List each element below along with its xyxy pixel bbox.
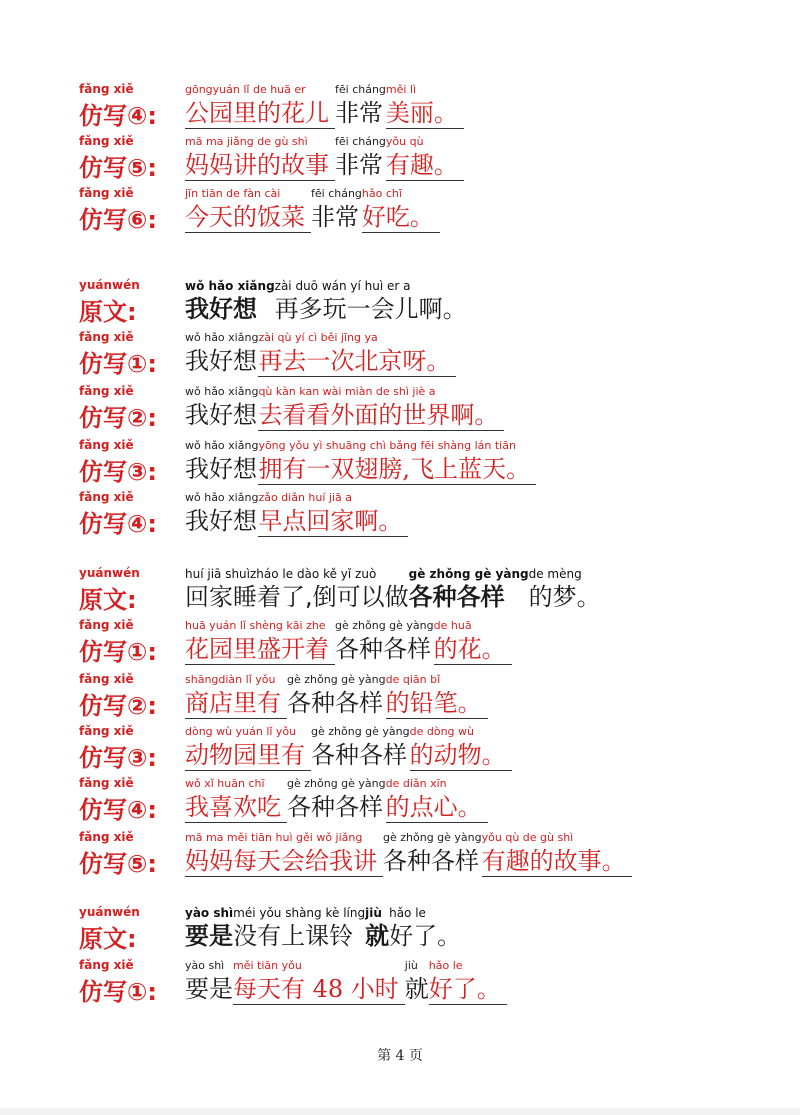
imitation-line <box>75 958 775 1010</box>
given-text-segment <box>185 566 409 612</box>
label-text: 仿写⑥: <box>79 206 157 234</box>
given-text-segment <box>287 672 386 718</box>
filled-answer-segment <box>386 776 488 823</box>
hanzi: 有趣。 <box>386 150 464 181</box>
hanzi: 非常 <box>335 151 383 179</box>
label-text: 仿写③: <box>79 744 157 772</box>
label-pinyin: fǎng xiě <box>79 724 134 738</box>
given-text-segment <box>383 830 482 876</box>
given-text-segment <box>335 134 386 180</box>
pinyin: de huā <box>433 619 472 632</box>
given-text-segment <box>405 958 429 1004</box>
pinyin: shāngdiàn lǐ yǒu <box>185 673 276 686</box>
filled-answer-segment <box>185 82 335 129</box>
imitation-line <box>75 438 775 490</box>
hanzi: 早点回家啊。 <box>258 506 408 537</box>
filled-answer-segment <box>258 490 408 537</box>
hanzi: 拥有一双翅膀,飞上蓝天。 <box>258 454 536 485</box>
hanzi: 好了。 <box>429 974 507 1005</box>
imitation-line <box>75 618 775 670</box>
page-number: 第 4 页 <box>377 1048 423 1064</box>
pinyin: de qiān bǐ <box>385 673 441 686</box>
pinyin: huā yuán lǐ shèng kāi zhe <box>185 619 326 632</box>
pinyin: hǎo chī <box>361 187 402 200</box>
hanzi: 非常 <box>311 203 359 231</box>
given-text-segment <box>185 490 258 536</box>
imitation-line <box>75 776 775 828</box>
sentence <box>185 186 440 238</box>
given-text-segment <box>185 905 233 951</box>
sentence <box>185 958 507 1010</box>
pinyin: zài duō wán yí huì er a <box>274 279 411 293</box>
filled-answer-segment <box>410 724 512 771</box>
filled-answer-segment <box>185 134 335 181</box>
pinyin: mā ma jiǎng de gù shì <box>185 135 308 148</box>
hanzi: 各种各样 <box>311 741 407 769</box>
sentence <box>185 776 488 828</box>
given-text-segment <box>335 618 434 664</box>
label-pinyin: fǎng xiě <box>79 672 134 686</box>
hanzi: 每天有 48 小时 <box>233 974 405 1005</box>
pinyin: wǒ hǎo xiǎng <box>185 439 259 452</box>
hanzi: 花园里盛开着 <box>185 634 335 665</box>
filled-answer-segment <box>386 82 464 129</box>
filled-answer-segment <box>185 618 335 665</box>
sentence <box>185 618 512 670</box>
pinyin: zài qù yí cì běi jīng ya <box>258 331 378 344</box>
pinyin: de mèng <box>528 567 582 581</box>
hanzi: 就 <box>365 922 390 950</box>
sentence <box>185 490 408 542</box>
pinyin: yǒu qù <box>385 135 424 148</box>
original-sentence-line <box>75 278 775 330</box>
hanzi: 妈妈每天会给我讲 <box>185 846 383 877</box>
pinyin: gè zhǒng gè yàng <box>287 777 386 790</box>
pinyin: zǎo diǎn huí jiā a <box>258 491 353 504</box>
label-text: 仿写①: <box>79 638 157 666</box>
filled-answer-segment <box>185 830 383 877</box>
pinyin: gè zhǒng gè yàng <box>287 673 386 686</box>
filled-answer-segment <box>185 724 311 771</box>
pinyin: jiù <box>365 906 382 920</box>
label-pinyin: yuánwén <box>79 566 140 580</box>
sentence <box>185 278 467 330</box>
hanzi: 就 <box>404 975 429 1003</box>
given-text-segment <box>389 905 461 951</box>
sentence <box>185 566 601 618</box>
pinyin: yào shì <box>185 906 234 920</box>
hanzi: 商店里有 <box>185 688 287 719</box>
imitation-line <box>75 830 775 882</box>
given-text-segment <box>275 278 467 324</box>
pinyin: yōng yǒu yì shuāng chì bǎng fēi shàng lán tiān <box>258 439 516 452</box>
pinyin: hǎo le <box>389 906 426 920</box>
label-text: 仿写④: <box>79 510 157 538</box>
label-text: 仿写⑤: <box>79 154 157 182</box>
pinyin: gè zhǒng gè yàng <box>311 725 410 738</box>
pinyin: fēi cháng <box>311 187 362 200</box>
label-text: 原文: <box>79 925 137 953</box>
sentence <box>185 672 488 724</box>
pinyin: wǒ hǎo xiǎng <box>185 331 259 344</box>
label-text: 仿写③: <box>79 458 157 486</box>
label-pinyin: fǎng xiě <box>79 958 134 972</box>
imitation-line <box>75 186 775 238</box>
label-pinyin: fǎng xiě <box>79 618 134 632</box>
bottom-edge <box>0 1108 800 1115</box>
hanzi: 要是 <box>185 975 233 1003</box>
given-text-segment <box>185 958 233 1004</box>
pinyin: wǒ hǎo xiǎng <box>185 385 259 398</box>
label-pinyin: fǎng xiě <box>79 438 134 452</box>
hanzi: 好吃。 <box>362 202 440 233</box>
label-pinyin: fǎng xiě <box>79 776 134 790</box>
given-text-segment <box>233 905 365 951</box>
label-pinyin: fǎng xiě <box>79 82 134 96</box>
label-text: 原文: <box>79 298 137 326</box>
pinyin: huí jiā shuìzháo le dào kě yǐ zuò <box>185 567 377 581</box>
pinyin: gè zhǒng gè yàng <box>335 619 434 632</box>
hanzi: 公园里的花儿 <box>185 98 335 129</box>
pinyin: měi lì <box>385 83 417 96</box>
pinyin: de diǎn xīn <box>385 777 447 790</box>
filled-answer-segment <box>185 776 287 823</box>
filled-answer-segment <box>429 958 507 1005</box>
imitation-line <box>75 134 775 186</box>
pinyin: dòng wù yuán lǐ yǒu <box>185 725 297 738</box>
pinyin: jīn tiān de fàn cài <box>185 187 281 200</box>
sentence <box>185 830 632 882</box>
pinyin: wǒ xǐ huān chī <box>185 777 265 790</box>
hanzi: 要是 <box>185 922 233 950</box>
given-text-segment <box>185 330 258 376</box>
sentence <box>185 82 464 134</box>
hanzi: 各种各样 <box>335 635 431 663</box>
filled-answer-segment <box>258 330 456 377</box>
pinyin: qù kàn kan wài miàn de shì jiè a <box>258 385 436 398</box>
pinyin: yǒu qù de gù shì <box>481 831 574 844</box>
hanzi: 我好想 <box>185 507 257 535</box>
hanzi: 的动物。 <box>410 740 512 771</box>
label-pinyin: yuánwén <box>79 278 140 292</box>
hanzi: 各种各样 <box>408 583 505 611</box>
filled-answer-segment <box>185 186 311 233</box>
label-text: 仿写①: <box>79 978 157 1006</box>
hanzi: 我喜欢吃 <box>185 792 287 823</box>
hanzi: 的铅笔。 <box>386 688 488 719</box>
sentence <box>185 438 536 490</box>
filled-answer-segment <box>258 384 504 431</box>
label-pinyin: fǎng xiě <box>79 134 134 148</box>
given-text-segment <box>185 438 258 484</box>
hanzi: 动物园里有 <box>185 740 311 771</box>
hanzi: 我好想 <box>185 455 257 483</box>
label-pinyin: fǎng xiě <box>79 490 134 504</box>
pinyin: wǒ hǎo xiǎng <box>185 491 259 504</box>
given-text-segment <box>529 566 601 612</box>
hanzi: 的花。 <box>434 634 512 665</box>
hanzi: 各种各样 <box>383 847 479 875</box>
given-text-segment <box>409 566 529 612</box>
pinyin: hǎo le <box>428 959 463 972</box>
original-sentence-line <box>75 905 775 957</box>
label-text: 仿写⑤: <box>79 850 157 878</box>
filled-answer-segment <box>386 672 488 719</box>
filled-answer-segment <box>386 134 464 181</box>
label-pinyin: fǎng xiě <box>79 330 134 344</box>
hanzi: 我好想 <box>185 401 257 429</box>
pinyin: měi tiān yǒu <box>233 959 302 972</box>
pinyin: de dòng wù <box>409 725 475 738</box>
imitation-line <box>75 384 775 436</box>
imitation-line <box>75 672 775 724</box>
hanzi: 的梦。 <box>528 583 601 611</box>
hanzi: 今天的饭菜 <box>185 202 311 233</box>
label-text: 仿写④: <box>79 102 157 130</box>
given-text-segment <box>311 186 362 232</box>
pinyin: fēi cháng <box>335 83 386 96</box>
hanzi: 去看看外面的世界啊。 <box>258 400 504 431</box>
imitation-line <box>75 82 775 134</box>
hanzi: 非常 <box>335 99 383 127</box>
pinyin: gè zhǒng gè yàng <box>408 567 529 581</box>
label-pinyin: yuánwén <box>79 905 140 919</box>
hanzi: 我好想 <box>185 295 257 323</box>
label-pinyin: fǎng xiě <box>79 830 134 844</box>
filled-answer-segment <box>258 438 536 485</box>
sentence <box>185 724 512 776</box>
pinyin: méi yǒu shàng kè líng <box>233 906 366 920</box>
pinyin: yào shì <box>185 959 225 972</box>
original-sentence-line <box>75 566 775 618</box>
sentence <box>185 134 464 186</box>
hanzi: 的点心。 <box>386 792 488 823</box>
pinyin: fēi cháng <box>335 135 386 148</box>
hanzi: 再去一次北京呀。 <box>258 346 456 377</box>
pinyin: mā ma měi tiān huì gěi wǒ jiǎng <box>185 831 363 844</box>
filled-answer-segment <box>482 830 632 877</box>
sentence <box>185 330 456 382</box>
label-pinyin: fǎng xiě <box>79 384 134 398</box>
pinyin: wǒ hǎo xiǎng <box>185 279 275 293</box>
pinyin: gè zhǒng gè yàng <box>383 831 482 844</box>
imitation-line <box>75 724 775 776</box>
hanzi: 各种各样 <box>287 689 383 717</box>
label-text: 仿写④: <box>79 796 157 824</box>
filled-answer-segment <box>362 186 440 233</box>
hanzi: 回家睡着了,倒可以做 <box>185 583 409 611</box>
given-text-segment <box>185 384 258 430</box>
given-text-segment <box>185 278 275 324</box>
hanzi: 美丽。 <box>386 98 464 129</box>
sentence <box>185 905 461 957</box>
imitation-line <box>75 490 775 542</box>
hanzi: 各种各样 <box>287 793 383 821</box>
hanzi: 没有上课铃 <box>233 922 354 950</box>
hanzi: 好了。 <box>389 922 462 950</box>
label-text: 原文: <box>79 586 137 614</box>
filled-answer-segment <box>233 958 405 1005</box>
pinyin: jiù <box>404 959 418 972</box>
label-text: 仿写②: <box>79 692 157 720</box>
hanzi: 我好想 <box>185 347 257 375</box>
hanzi: 妈妈讲的故事 <box>185 150 335 181</box>
label-text: 仿写①: <box>79 350 157 378</box>
hanzi: 有趣的故事。 <box>482 846 632 877</box>
imitation-line <box>75 330 775 382</box>
label-pinyin: fǎng xiě <box>79 186 134 200</box>
given-text-segment <box>287 776 386 822</box>
pinyin: gōngyuán lǐ de huā er <box>185 83 306 96</box>
filled-answer-segment <box>185 672 287 719</box>
given-text-segment <box>311 724 410 770</box>
sentence <box>185 384 504 436</box>
given-text-segment <box>335 82 386 128</box>
filled-answer-segment <box>434 618 512 665</box>
hanzi: 再多玩一会儿啊。 <box>274 295 467 323</box>
label-text: 仿写②: <box>79 404 157 432</box>
given-text-segment <box>365 905 389 951</box>
